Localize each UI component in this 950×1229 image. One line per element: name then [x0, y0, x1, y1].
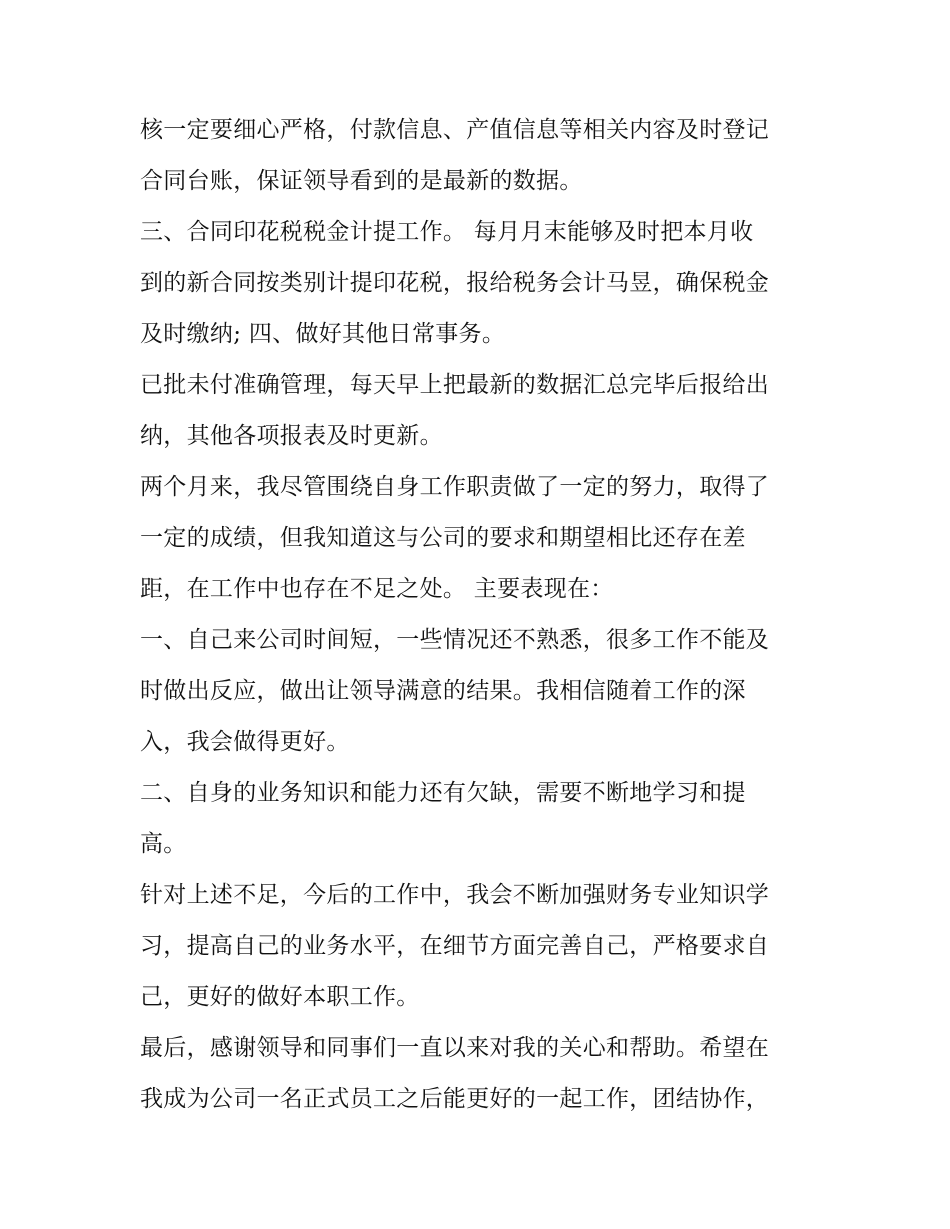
text-line: 三、合同印花税税金计提工作。 每月月末能够及时把本月收 [140, 219, 754, 245]
text-line: 二、自身的业务知识和能力还有欠缺，需要不断地学习和提 [140, 780, 746, 806]
text-line: 纳，其他各项报表及时更新。 [140, 423, 443, 449]
text-line: 针对上述不足，今后的工作中，我会不断加强财务专业知识学 [140, 882, 770, 908]
text-line: 及时缴纳; 四、做好其他日常事务。 [140, 321, 506, 347]
text-line: 时做出反应，做出让领导满意的结果。我相信随着工作的深 [140, 678, 746, 704]
text-line: 高。 [140, 831, 187, 857]
text-line: 习，提高自己的业务水平，在细节方面完善自己，严格要求自 [140, 933, 770, 959]
text-line: 合同台账，保证领导看到的是最新的数据。 [140, 168, 583, 194]
text-line: 核一定要细心严格，付款信息、产值信息等相关内容及时登记 [140, 117, 770, 143]
text-line: 已批未付准确管理，每天早上把最新的数据汇总完毕后报给出 [140, 372, 770, 398]
text-line: 己，更好的做好本职工作。 [140, 984, 420, 1010]
text-line: 最后，感谢领导和同事们一直以来对我的关心和帮助。希望在 [140, 1035, 770, 1061]
text-line: 入，我会做得更好。 [140, 729, 350, 755]
text-line: 一、自己来公司时间短，一些情况还不熟悉，很多工作不能及 [140, 627, 770, 653]
text-line: 距，在工作中也存在不足之处。 主要表现在： [140, 576, 614, 602]
text-line: 我成为公司一名正式员工之后能更好的一起工作，团结协作， [140, 1086, 770, 1112]
text-line: 一定的成绩，但我知道这与公司的要求和期望相比还存在差 [140, 525, 746, 551]
text-line: 两个月来，我尽管围绕自身工作职责做了一定的努力，取得了 [140, 474, 770, 500]
text-line: 到的新合同按类别计提印花税，报给税务会计马昱，确保税金 [140, 270, 770, 296]
